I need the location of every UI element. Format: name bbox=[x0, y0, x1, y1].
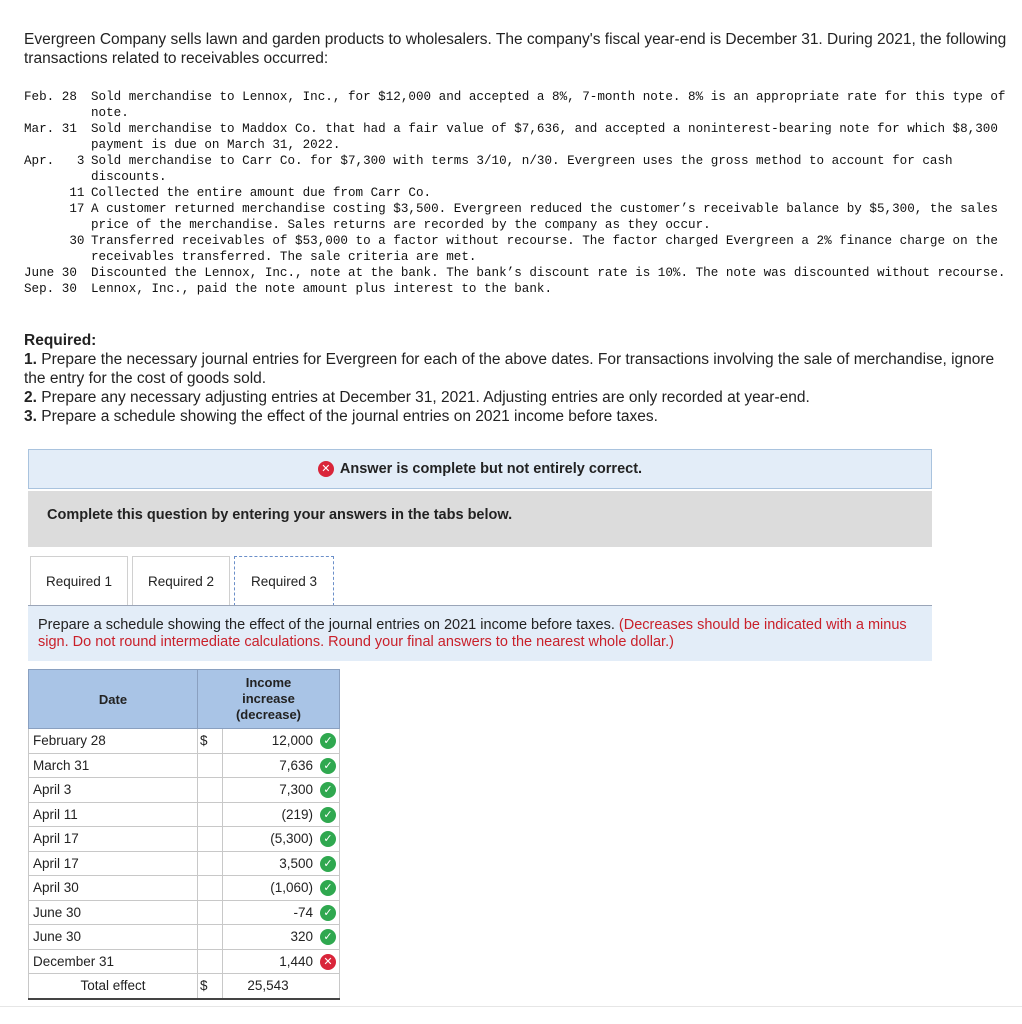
table-row bbox=[29, 778, 340, 803]
check-circle-icon: ✓ bbox=[320, 905, 336, 921]
transaction-text: Lennox, Inc., paid the note amount plus interest to the bank. bbox=[91, 282, 553, 296]
income-effect-value: 320 bbox=[290, 929, 313, 945]
income-effect-value: -74 bbox=[293, 904, 313, 920]
instruction-bar bbox=[28, 491, 932, 547]
currency-symbol bbox=[198, 900, 223, 925]
currency-symbol bbox=[198, 851, 223, 876]
transaction-date: 17 bbox=[24, 202, 85, 216]
income-effect-value: (5,300) bbox=[270, 831, 313, 847]
currency-symbol: $ bbox=[198, 729, 223, 754]
instruction-text: Complete this question by entering your answers in the tabs below. bbox=[47, 507, 513, 523]
transaction-row bbox=[24, 121, 1019, 153]
required-item-num: 2. bbox=[24, 389, 37, 406]
transaction-date: Apr. 3 bbox=[24, 154, 85, 168]
footer-divider bbox=[0, 1006, 1022, 1007]
transaction-row bbox=[24, 185, 1019, 201]
transaction-date: Feb. 28 bbox=[24, 90, 77, 104]
tab-bar bbox=[30, 556, 334, 606]
income-effect-input[interactable] bbox=[223, 900, 340, 925]
income-effect-input[interactable] bbox=[223, 753, 340, 778]
currency-symbol bbox=[198, 925, 223, 950]
income-header-line: increase bbox=[242, 691, 295, 706]
problem-intro: Evergreen Company sells lawn and garden products to wholesalers. The company's fiscal year-end is December 31. During 2021, the following transactions related to receivables occurred: bbox=[24, 31, 1007, 67]
tab-required-1[interactable]: Required 1 bbox=[30, 556, 128, 605]
income-effect-value: 7,636 bbox=[279, 757, 313, 773]
check-circle-icon: ✓ bbox=[320, 929, 336, 945]
answer-status-banner bbox=[28, 449, 932, 489]
transaction-text: Sold merchandise to Carr Co. for $7,300 with terms 3/10, n/30. Evergreen uses the gross method to account for cash discounts. bbox=[91, 154, 953, 184]
required-item-num: 1. bbox=[24, 351, 37, 368]
transaction-text: Sold merchandise to Maddox Co. that had a fair value of $7,636, and accepted a noninterest-bearing note for which $8,300 payment is due on March 31, 2022. bbox=[91, 122, 998, 152]
income-effect-input[interactable] bbox=[223, 802, 340, 827]
check-circle-icon: ✓ bbox=[320, 758, 336, 774]
check-circle-icon: ✓ bbox=[320, 782, 336, 798]
transaction-row bbox=[24, 201, 1019, 233]
banner-text: Answer is complete but not entirely correct. bbox=[339, 461, 643, 477]
row-date: April 11 bbox=[29, 802, 198, 827]
income-header-line: Income bbox=[245, 675, 292, 690]
required-heading: Required: bbox=[24, 332, 97, 349]
transaction-text: Discounted the Lennox, Inc., note at the bank. The bank’s discount rate is 10%. The note was discounted without recourse. bbox=[91, 266, 1006, 280]
income-effect-input[interactable] bbox=[223, 778, 340, 803]
row-date: June 30 bbox=[29, 900, 198, 925]
transaction-date: Sep. 30 bbox=[24, 282, 77, 296]
income-effect-value: (219) bbox=[281, 806, 313, 822]
currency-symbol bbox=[198, 778, 223, 803]
required-item-2 bbox=[24, 388, 1019, 407]
check-circle-icon: ✓ bbox=[320, 733, 336, 749]
transaction-text: A customer returned merchandise costing $3,500. Evergreen reduced the customer’s receivable balance by $5,300, the sales price of the merchandise. Sales returns are recorded by the company as they occur. bbox=[91, 202, 998, 232]
required-item-3 bbox=[24, 407, 1019, 426]
row-date: June 30 bbox=[29, 925, 198, 950]
row-date: December 31 bbox=[29, 949, 198, 974]
table-row bbox=[29, 753, 340, 778]
transaction-date: 30 bbox=[24, 234, 85, 248]
x-circle-icon: ✕ bbox=[318, 461, 334, 477]
income-header-line: (decrease) bbox=[235, 707, 302, 722]
row-date: April 30 bbox=[29, 876, 198, 901]
table-row bbox=[29, 949, 340, 974]
currency-symbol bbox=[198, 876, 223, 901]
check-circle-icon: ✓ bbox=[320, 856, 336, 872]
prompt-text bbox=[38, 617, 918, 651]
transaction-row bbox=[24, 265, 1019, 281]
income-effect-value: 7,300 bbox=[279, 782, 313, 798]
row-date: February 28 bbox=[29, 729, 198, 754]
tab-required-3[interactable]: Required 3 bbox=[234, 556, 334, 606]
transaction-row bbox=[24, 233, 1019, 265]
prompt-note: (Decreases should be indicated with a minus sign. Do not round intermediate calculations. Round your final answers to the nearest whole dollar.) bbox=[38, 617, 907, 650]
transaction-row bbox=[24, 281, 1019, 297]
income-effect-schedule bbox=[28, 669, 340, 1000]
transaction-date: Mar. 31 bbox=[24, 122, 77, 136]
currency-symbol bbox=[198, 949, 223, 974]
check-circle-icon: ✓ bbox=[320, 831, 336, 847]
table-row bbox=[29, 900, 340, 925]
required-item-text: Prepare the necessary journal entries for Evergreen for each of the above dates. For transactions involving the sale of merchandise, ignore the entry for the cost of goods sold. bbox=[24, 351, 995, 387]
currency-symbol: $ bbox=[198, 974, 223, 999]
income-effect-input[interactable] bbox=[223, 949, 340, 974]
required-section bbox=[24, 331, 1019, 426]
total-value: 25,543 bbox=[247, 978, 289, 994]
table-row bbox=[29, 729, 340, 754]
total-label: Total effect bbox=[29, 974, 198, 999]
income-column-header bbox=[198, 670, 340, 729]
transaction-row bbox=[24, 89, 1019, 121]
income-effect-input[interactable] bbox=[223, 876, 340, 901]
income-effect-input[interactable] bbox=[223, 827, 340, 852]
required-item-text: Prepare a schedule showing the effect of the journal entries on 2021 income before taxes. bbox=[41, 408, 658, 425]
total-row bbox=[29, 974, 340, 999]
tab-required-2[interactable]: Required 2 bbox=[132, 556, 230, 605]
required-item-text: Prepare any necessary adjusting entries at December 31, 2021. Adjusting entries are only recorded at year-end. bbox=[41, 389, 810, 406]
transaction-list bbox=[24, 89, 1019, 297]
currency-symbol bbox=[198, 753, 223, 778]
prompt-box bbox=[28, 606, 932, 661]
table-row bbox=[29, 802, 340, 827]
row-date: April 17 bbox=[29, 827, 198, 852]
income-effect-value: 12,000 bbox=[271, 733, 313, 749]
row-date: April 17 bbox=[29, 851, 198, 876]
required-item-1 bbox=[24, 350, 1019, 388]
row-date: April 3 bbox=[29, 778, 198, 803]
row-date: March 31 bbox=[29, 753, 198, 778]
income-effect-value: (1,060) bbox=[270, 880, 313, 896]
total-value-cell bbox=[223, 974, 340, 999]
table-row bbox=[29, 925, 340, 950]
transaction-date: June 30 bbox=[24, 266, 77, 280]
transaction-date: 11 bbox=[24, 186, 85, 200]
transaction-text: Transferred receivables of $53,000 to a factor without recourse. The factor charged Evergreen a 2% finance charge on the receivables transferred. The sale criteria are met. bbox=[91, 234, 998, 264]
transaction-text: Sold merchandise to Lennox, Inc., for $12,000 and accepted a 8%, 7-month note. 8% is an appropriate rate for this type of note. bbox=[91, 90, 1006, 120]
income-effect-input[interactable] bbox=[223, 925, 340, 950]
required-item-num: 3. bbox=[24, 408, 37, 425]
x-circle-icon: ✕ bbox=[320, 954, 336, 970]
date-column-header: Date bbox=[29, 670, 198, 729]
table-row bbox=[29, 876, 340, 901]
income-effect-input[interactable] bbox=[223, 729, 340, 754]
transaction-text: Collected the entire amount due from Carr Co. bbox=[91, 186, 432, 200]
check-circle-icon: ✓ bbox=[320, 880, 336, 896]
income-effect-input[interactable] bbox=[223, 851, 340, 876]
currency-symbol bbox=[198, 827, 223, 852]
transaction-row bbox=[24, 153, 1019, 185]
table-row bbox=[29, 827, 340, 852]
schedule-body bbox=[29, 729, 340, 999]
income-effect-value: 3,500 bbox=[279, 855, 313, 871]
table-row bbox=[29, 851, 340, 876]
check-circle-icon: ✓ bbox=[320, 807, 336, 823]
currency-symbol bbox=[198, 802, 223, 827]
income-effect-value: 1,440 bbox=[279, 953, 313, 969]
prompt-main: Prepare a schedule showing the effect of the journal entries on 2021 income before taxes. bbox=[38, 617, 615, 633]
